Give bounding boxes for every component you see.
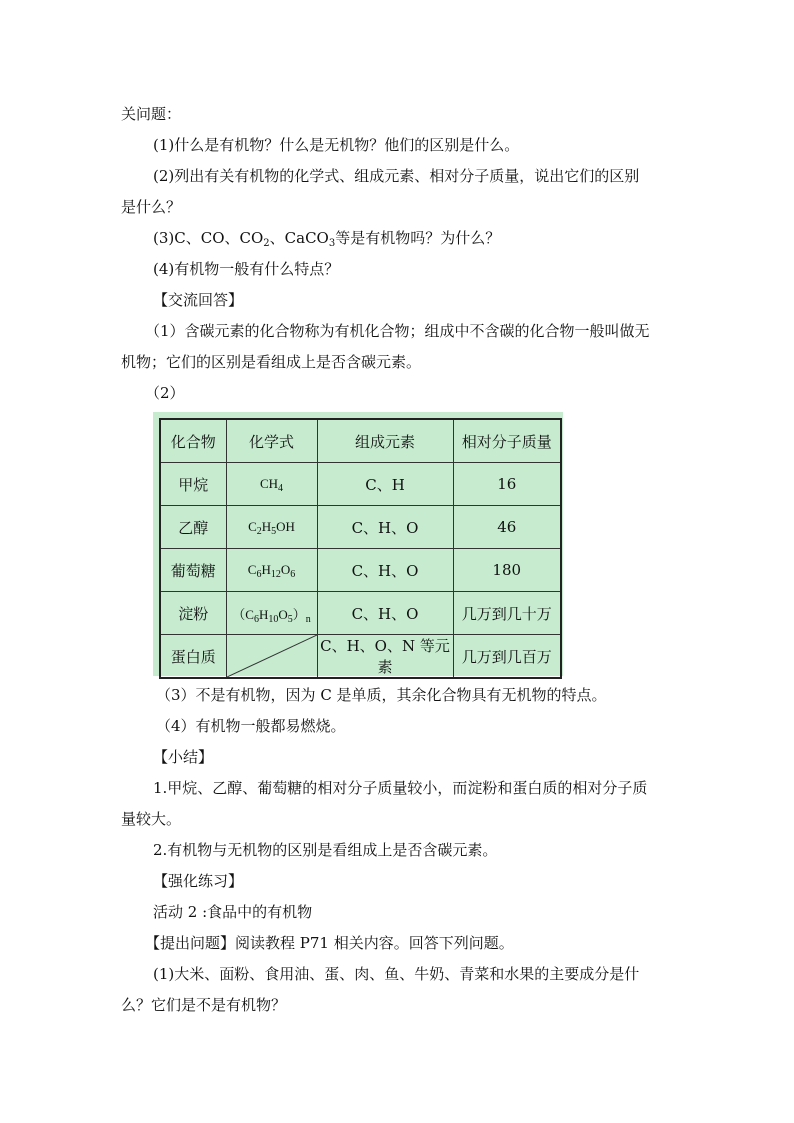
formula-part: H <box>261 562 271 577</box>
formula-subscript: 6 <box>253 613 259 625</box>
compound-table <box>159 418 562 679</box>
formula-part: H <box>261 519 272 534</box>
compound-name-cell: 乙醇 <box>160 506 226 549</box>
formula-subscript: 4 <box>278 483 284 494</box>
compound-name-cell: 淀粉 <box>160 592 226 635</box>
compound-name-cell: 甲烷 <box>160 463 226 506</box>
elements-cell: C、H、O <box>317 549 453 592</box>
table-row <box>160 592 561 635</box>
activity-2-title: 活动 2 :食品中的有机物 <box>153 903 313 921</box>
formula-part: ） <box>292 606 306 622</box>
table-header-row <box>160 419 561 463</box>
section-summary-heading: 【小结】 <box>153 748 214 766</box>
formula-part: C <box>248 519 257 534</box>
elements-cell: C、H、O <box>317 506 453 549</box>
elements-cell: C、H、O <box>317 592 453 635</box>
section-practice-heading: 【强化练习】 <box>153 872 244 890</box>
formula-subscript: 5 <box>287 613 293 625</box>
mass-cell: 16 <box>453 463 561 506</box>
table-header-cell: 化学式 <box>226 419 317 463</box>
answer-2-label: （2） <box>145 384 185 402</box>
question-3: (3)C、CO、$CO_2$、CaCO$_3$等是有机物吗？为什么？ <box>153 229 501 249</box>
formula-cell <box>226 506 317 549</box>
formula-subscript: 6 <box>256 569 262 580</box>
answer-3: （3）不是有机物，因为 C 是单质，其余化合物具有无机物的特点。 <box>156 686 607 704</box>
elements-cell: C、H、O、N 等元素 <box>317 635 453 679</box>
food-question-1: (1)大米、面粉、食用油、蛋、肉、鱼、牛奶、青菜和水果的主要成分是什 <box>153 965 640 983</box>
question-4: (4)有机物一般有什么特点？ <box>153 260 340 278</box>
table-row <box>160 549 561 592</box>
mass-cell: 几万到几十万 <box>453 592 561 635</box>
formula-subscript: 2 <box>256 526 262 537</box>
formula-part: C <box>247 562 257 577</box>
summary-1: 1.甲烷、乙醇、葡萄糖的相对分子质量较小，而淀粉和蛋白质的相对分子质 <box>153 779 648 797</box>
formula-subscript: 5 <box>271 526 277 537</box>
diagonal-line <box>227 635 317 677</box>
elements-cell: C、H <box>317 463 453 506</box>
formula-subscript: 12 <box>270 569 281 580</box>
table-row <box>160 506 561 549</box>
mass-cell: 46 <box>453 506 561 549</box>
answer-4: （4）有机物一般都易燃烧。 <box>156 717 346 735</box>
formula-cell <box>226 635 317 679</box>
table-row <box>160 463 561 506</box>
table-header-cell: 化合物 <box>160 419 226 463</box>
compound-name-cell: 葡萄糖 <box>160 549 226 592</box>
table-header-cell: 相对分子质量 <box>453 419 561 463</box>
formula-subscript: 10 <box>268 613 279 625</box>
formula-subscript: n <box>305 613 311 625</box>
formula-part: OH <box>276 519 295 534</box>
table-row <box>160 635 561 679</box>
question-2: (2)列出有关有机物的化学式、组成元素、相对分子质量，说出它们的区别 <box>153 167 640 185</box>
table-header-cell: 组成元素 <box>317 419 453 463</box>
answer-1-cont: 机物；它们的区别是看组成上是否含碳元素。 <box>121 353 422 371</box>
mass-cell: 几万到几百万 <box>453 635 561 679</box>
intro-text: 关问题： <box>121 105 182 123</box>
answer-1: （1）含碳元素的化合物称为有机化合物；组成中不含碳的化合物一般叫做无 <box>145 322 650 340</box>
compound-table-background <box>153 412 563 676</box>
summary-1-cont: 量较大。 <box>121 810 182 828</box>
formula-cell <box>226 463 317 506</box>
summary-2: 2.有机物与无机物的区别是看组成上是否含碳元素。 <box>153 841 498 859</box>
section-exchange-heading: 【交流回答】 <box>153 291 244 309</box>
formula-subscript: 6 <box>290 569 296 580</box>
formula-part: （C <box>232 606 254 622</box>
formula-part: H <box>258 606 269 622</box>
compound-name-cell: 蛋白质 <box>160 635 226 679</box>
raise-question: 【提出问题】阅读教程 P71 相关内容。回答下列问题。 <box>145 934 514 952</box>
formula-part: O <box>280 562 291 577</box>
formula-part: O <box>278 606 288 622</box>
formula-cell <box>226 549 317 592</box>
question-2-cont: 是什么？ <box>121 198 182 216</box>
formula-cell <box>226 592 317 635</box>
mass-cell: 180 <box>453 549 561 592</box>
question-1: (1)什么是有机物？什么是无机物？他们的区别是什么。 <box>153 136 520 154</box>
food-question-1-cont: 么？它们是不是有机物？ <box>121 996 287 1014</box>
formula-part: CH <box>259 476 279 491</box>
